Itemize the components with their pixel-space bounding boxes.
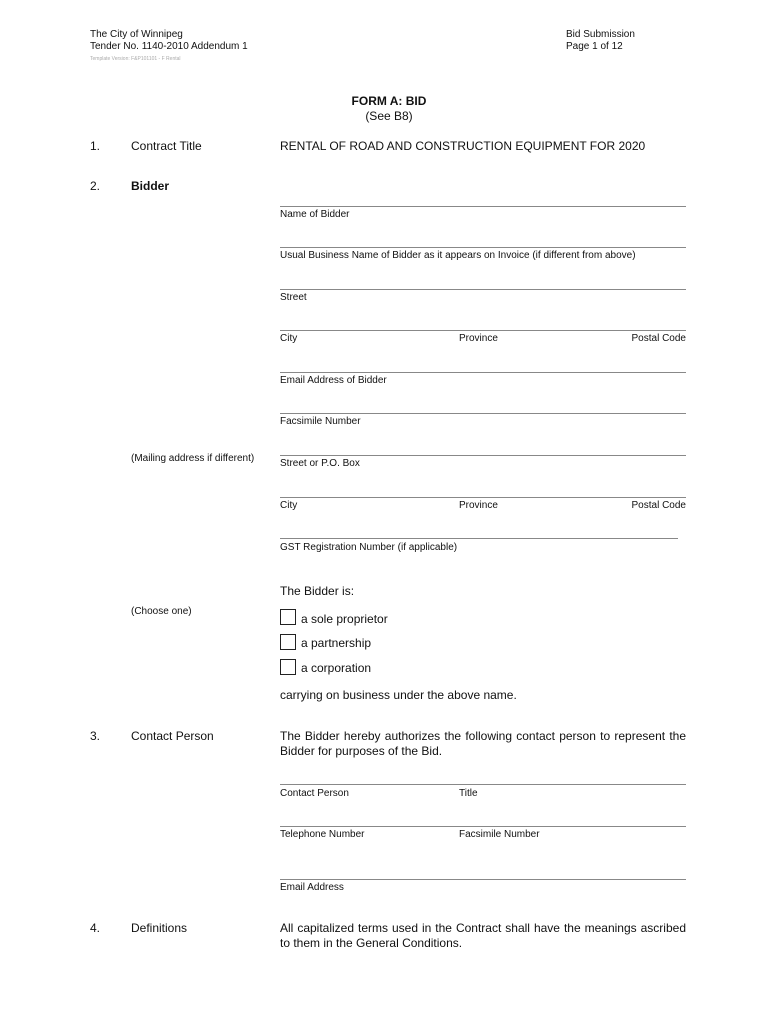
sole-proprietor-checkbox[interactable] xyxy=(280,609,296,625)
postal-code-label: Postal Code xyxy=(631,333,686,344)
telephone-label: Telephone Number xyxy=(280,829,365,840)
form-see: (See B8) xyxy=(365,109,413,123)
postal-code2-label: Postal Code xyxy=(631,500,686,511)
definitions-text: All capitalized terms used in the Contract shall have the meanings ascribed to them in the General Conditions. xyxy=(280,921,686,950)
contact-email-line[interactable] xyxy=(280,879,686,880)
usual-business-name-line[interactable] xyxy=(280,247,686,248)
city2-line[interactable] xyxy=(280,497,686,498)
form-title: FORM A: BID xyxy=(351,94,427,108)
province2-label: Province xyxy=(459,500,498,511)
choose-one-note: (Choose one) xyxy=(131,606,192,617)
header-org: The City of Winnipeg xyxy=(90,29,183,40)
section-3-label: Contact Person xyxy=(131,729,214,743)
partnership-checkbox[interactable] xyxy=(280,634,296,650)
header-page: Page 1 of 12 xyxy=(566,41,623,52)
contact-title-label: Title xyxy=(459,788,478,799)
bidder-is-text: The Bidder is: xyxy=(280,584,355,598)
street-po-line[interactable] xyxy=(280,455,686,456)
corporation-label: a corporation xyxy=(301,661,372,675)
fax-line[interactable] xyxy=(280,413,686,414)
carrying-on-text: carrying on business under the above name. xyxy=(280,688,517,702)
city-line[interactable] xyxy=(280,330,686,331)
contact-person-text: The Bidder hereby authorizes the following contact person to represent the Bidder for purposes of the Bid. xyxy=(280,729,686,758)
contact-fax-label: Facsimile Number xyxy=(459,829,540,840)
sole-proprietor-label: a sole proprietor xyxy=(301,612,388,626)
section-3-number: 3. xyxy=(90,729,101,743)
header-submission: Bid Submission xyxy=(566,29,635,40)
street-label: Street xyxy=(280,292,307,303)
section-1-label: Contract Title xyxy=(131,139,202,153)
usual-business-name-label: Usual Business Name of Bidder as it appears on Invoice (if different from above) xyxy=(280,250,636,261)
bidder-name-line[interactable] xyxy=(280,206,686,207)
province-label: Province xyxy=(459,333,498,344)
telephone-line[interactable] xyxy=(280,826,686,827)
corporation-checkbox[interactable] xyxy=(280,659,296,675)
contract-title-value: RENTAL OF ROAD AND CONSTRUCTION EQUIPMENT FOR 2020 xyxy=(280,139,646,153)
section-2-number: 2. xyxy=(90,179,101,193)
section-2-label: Bidder xyxy=(131,179,170,193)
street-po-label: Street or P.O. Box xyxy=(280,458,360,469)
header-template-version: Template Version: F&P101101 - F Rental xyxy=(90,56,181,62)
section-4-label: Definitions xyxy=(131,921,188,935)
contact-person-line[interactable] xyxy=(280,784,686,785)
contact-person-label: Contact Person xyxy=(280,788,349,799)
gst-line[interactable] xyxy=(280,538,678,539)
email-line[interactable] xyxy=(280,372,686,373)
partnership-label: a partnership xyxy=(301,636,372,650)
header-tender: Tender No. 1140-2010 Addendum 1 xyxy=(90,41,248,52)
fax-label: Facsimile Number xyxy=(280,416,361,427)
gst-label: GST Registration Number (if applicable) xyxy=(280,542,458,553)
email-label: Email Address of Bidder xyxy=(280,375,387,386)
city2-label: City xyxy=(280,500,298,511)
mailing-address-note: (Mailing address if different) xyxy=(131,453,255,464)
section-4-number: 4. xyxy=(90,921,101,935)
contact-email-label: Email Address xyxy=(280,882,344,893)
city-label: City xyxy=(280,333,298,344)
section-1-number: 1. xyxy=(90,139,101,153)
bidder-name-label: Name of Bidder xyxy=(280,209,350,220)
street-line[interactable] xyxy=(280,289,686,290)
